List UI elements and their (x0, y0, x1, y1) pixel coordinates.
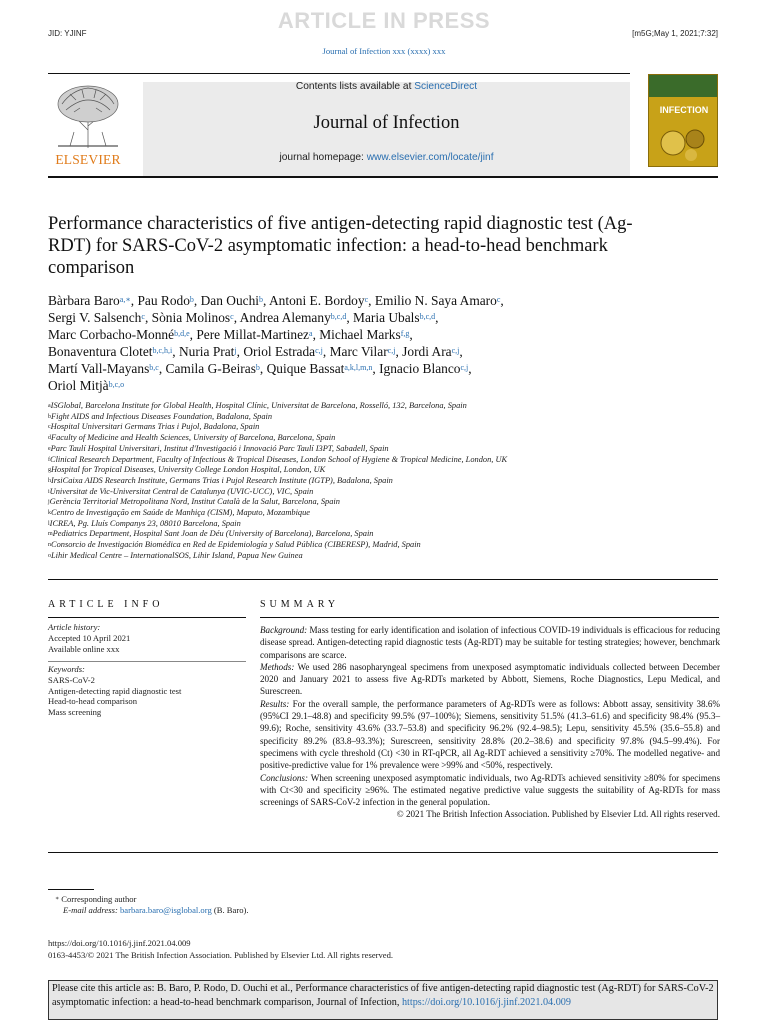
author-affiliation-marks[interactable]: b,d,e (174, 329, 190, 338)
keywords-block (48, 664, 246, 718)
affiliation-item (48, 455, 728, 466)
online-date: Available online xxx (48, 643, 120, 654)
cover-band (649, 75, 718, 97)
author-affiliation-marks[interactable]: b (255, 363, 260, 372)
article-history (48, 622, 246, 654)
article-meta: [m5G;May 1, 2021;7:32] (632, 29, 718, 38)
summary-heading: SUMMARY (260, 599, 340, 610)
citation-box (48, 980, 718, 1020)
section-divider (48, 579, 718, 580)
affiliation-text: Centro de Investigação em Saúde de Manhiça (CISM), Maputo, Mozambique (51, 508, 311, 518)
author-affiliation-marks[interactable]: c,j (387, 346, 396, 355)
author-name[interactable]: Pau Rodo (137, 293, 190, 308)
author-affiliation-marks[interactable]: j (234, 346, 237, 355)
email-note: E-mail address: barbara.baro@isglobal.org (B. Baro). (63, 904, 249, 915)
affiliation-item (48, 519, 728, 530)
author-list (48, 292, 728, 394)
author-affiliation-marks[interactable]: c (230, 312, 234, 321)
affiliation-text: Hospital Universitari Germans Trias i Pujol, Badalona, Spain (50, 422, 260, 432)
affiliation-mark: h (48, 477, 51, 484)
keyword: Head-to-head comparison (48, 696, 138, 707)
history-label: Article history: (48, 622, 101, 632)
author-line: Bonaventura Clotet$^{b,c,h,i}$, Nuria Prat$^j$, Oriol Estrada$^{c,j}$, Marc Vilar$^{c,j}$, Jordi Ara$^{c,j}$, (48, 344, 463, 359)
affiliation-mark: l (48, 520, 50, 527)
author-affiliation-marks[interactable]: a,k,l,m,n (344, 363, 373, 372)
abstract-text (260, 624, 720, 821)
author-affiliation-marks[interactable]: c,j (315, 346, 323, 355)
masthead-bottom-rule (48, 176, 718, 178)
footnote-block (55, 894, 655, 916)
abstract-conclusions: Conclusions: When screening unexposed asymptomatic individuals, two Ag-RDTs achieved sensitivity ≥80% for specimens with Ct<30 and specificity ≥96%. The estimated negative predictive value suggests the suitability of Ag-RDTs for mass screenings of SARS-CoV-2 infection in the general population. (260, 772, 720, 808)
summary-rule (260, 617, 719, 618)
abstract-methods: Methods: We used 286 nasopharyngeal specimens from unexposed asymptomatic individuals collected between December 2020 and January 2021 to assess five Ag-RDTs marketed by Abbott, Siemens, Roche Diagnostics, Lepu Medical, and Surescreen. (260, 661, 720, 697)
affiliation-text: Fight AIDS and Infectious Diseases Foundation, Badalona, Spain (51, 411, 273, 421)
author-name[interactable]: Michael Marks (319, 327, 401, 342)
abstract-background: Background: Mass testing for early identification and isolation of infectious COVID-19 individuals is efficacious for reducing disease spread. Antigen-detecting rapid diagnostic tests (Ag-RDT) may be suitable for testing strategies; however, benchmark comparisons are scarce. (260, 625, 721, 660)
author-name[interactable]: Sergi V. Salsench (48, 310, 142, 325)
affiliation-item (48, 476, 728, 487)
affiliation-item (48, 465, 728, 476)
affiliation-item (48, 487, 728, 498)
author-name[interactable]: Camila G-Beiras (165, 361, 256, 376)
author-name[interactable]: Pere Millat-Martinez (196, 327, 309, 342)
affiliation-item (48, 551, 728, 562)
author-name[interactable]: Oriol Mitjà (48, 378, 109, 393)
affiliation-mark: m (48, 531, 53, 538)
author-name[interactable]: Bàrbara Baro (48, 293, 120, 308)
keyword: SARS-CoV-2 (48, 674, 95, 685)
article-in-press-banner: ARTICLE IN PRESS (277, 8, 491, 33)
author-name[interactable]: Quique Bassat (266, 361, 345, 376)
abstract-copyright: © 2021 The British Infection Association. Published by Elsevier Ltd. All rights reserved. (396, 809, 720, 820)
journal-name: Journal of Infection (313, 113, 460, 133)
publisher-name: ELSEVIER (55, 152, 121, 167)
affiliation-mark: e (48, 445, 51, 452)
affiliation-mark: c (48, 424, 51, 431)
affiliation-item (48, 422, 728, 433)
affiliation-mark: b (48, 413, 51, 420)
keyword: Mass screening (48, 707, 102, 718)
author-name[interactable]: Sònia Molinos (151, 310, 231, 325)
author-affiliation-marks[interactable]: b (259, 295, 264, 304)
affiliation-text: Lihir Medical Centre – InternationalSOS, Lihir Island, Papua New Guinea (51, 550, 303, 560)
author-line: Marc Corbacho-Monné$^{b,d,e}$, Pere Millat-Martinez$^a$, Michael Marks$^{f,g}$, (48, 327, 413, 342)
contents-line: Contents lists available at ScienceDirect (295, 81, 478, 92)
author-affiliation-marks[interactable]: b,c,h,i (152, 346, 173, 355)
affiliation-text: IrsiCaixa AIDS Research Institute, Germans Trias i Pujol Research Institute (IGTP), Badalona, Spain (51, 475, 393, 485)
author-line: Bàrbara Baro$^{a,∗}$, Pau Rodo$^b$, Dan Ouchi$^b$, Antoni E. Bordoy$^c$, Emilio N. Saya Amaro$^c$, (48, 293, 504, 308)
author-name[interactable]: Andrea Alemany (239, 310, 331, 325)
tree-icon (48, 80, 128, 150)
keyword: Antigen-detecting rapid diagnostic test (48, 685, 182, 696)
homepage-line: journal homepage: www.elsevier.com/locate/jinf (279, 152, 494, 163)
keywords-label: Keywords: (48, 664, 85, 674)
affiliation-item (48, 529, 728, 540)
affiliation-item (48, 508, 728, 519)
footnote-rule (48, 889, 94, 890)
affiliation-mark: o (48, 552, 51, 559)
affiliation-text: Faculty of Medicine and Health Sciences, University of Barcelona, Barcelona, Spain (51, 433, 336, 443)
affiliation-item (48, 444, 728, 455)
affiliation-item (48, 433, 728, 444)
affiliation-mark: k (48, 510, 51, 517)
author-name[interactable]: Jordi Ara (402, 344, 452, 359)
affiliation-text: Clinical Research Department, Faculty of Infectious & Tropical Diseases, London School of Hygiene & Tropical Medicine, London, UK (50, 454, 508, 464)
author-line: Martí Vall-Mayans$^{b,c}$, Camila G-Beiras$^b$, Quique Bassat$^{a,k,l,m,n}$, Ignacio Blanco$^{c,j}$, (48, 361, 472, 376)
author-name[interactable]: Bonaventura Clotet (48, 344, 153, 359)
author-affiliation-marks[interactable]: c,j (460, 363, 469, 372)
accepted-date: Accepted 10 April 2021 (48, 632, 131, 643)
author-name[interactable]: Marc Corbacho-Monné (48, 327, 175, 342)
author-affiliation-marks[interactable]: c (496, 295, 501, 304)
author-line: Sergi V. Salsench$^c$, Sònia Molinos$^c$, Andrea Alemany$^{b,c,d}$, Maria Ubals$^{b,c,d}$, (48, 310, 439, 325)
email-link[interactable]: barbara.baro@isglobal.org (119, 904, 212, 915)
author-name[interactable]: Nuria Prat (178, 344, 235, 359)
affiliation-item (48, 497, 728, 508)
citation-doi-link[interactable]: https://doi.org/10.1016/j.jinf.2021.04.009 (401, 996, 571, 1008)
affiliation-text: Gerència Territorial Metropolitana Nord, Institut Català de la Salut, Barcelona, Spain (49, 497, 340, 507)
author-line (48, 377, 728, 394)
author-name[interactable]: Marc Vilar (329, 344, 388, 359)
affiliation-text: Consorcio de Investigación Biomédica en Red de Epidemiología y Salud Pública (CIBERESP), Madrid, Spain (51, 540, 421, 550)
affiliation-item (48, 540, 728, 551)
article-info-rule (48, 617, 246, 618)
author-name[interactable]: Maria Ubals (353, 310, 420, 325)
author-affiliation-marks[interactable]: b (189, 295, 194, 304)
cover-art-icon (655, 123, 713, 163)
affiliation-mark: f (48, 456, 50, 463)
author-affiliation-marks[interactable]: c (141, 312, 145, 321)
author-affiliation-marks[interactable]: c (364, 295, 369, 304)
affiliation-list (48, 401, 728, 562)
article-title: Performance characteristics of five antigen-detecting rapid diagnostic test (Ag-RDT) for SARS-CoV-2 asymptomatic infection: a head-to-head benchmark comparison (48, 214, 633, 278)
affiliation-text: Pediatrics Department, Hospital Sant Joan de Déu (University of Barcelona), Barcelona, Spain (52, 529, 374, 539)
affiliation-text: Parc Taulí Hospital Universitari, Institut d'Investigació i Innovació Parc Taulí I3PT, Sabadell, Spain (50, 443, 389, 453)
abstract-bottom-rule (48, 852, 718, 853)
author-name[interactable]: Oriol Estrada (243, 344, 316, 359)
author-name[interactable]: Emilio N. Saya Amaro (374, 293, 497, 308)
author-affiliation-marks[interactable]: b,c,o (108, 380, 125, 389)
affiliation-item (48, 401, 728, 412)
keywords-rule (48, 661, 246, 662)
affiliation-mark: j (48, 499, 50, 506)
author-affiliation-marks[interactable]: b,c,d (419, 312, 436, 321)
corresponding-author-note: ∗ Corresponding author (55, 894, 137, 904)
cover-title: INFECTION (659, 105, 709, 115)
doi-link[interactable]: https://doi.org/10.1016/j.jinf.2021.04.009 (48, 938, 191, 948)
affiliation-mark: n (48, 542, 51, 549)
author-name[interactable]: Antoni E. Bordoy (268, 293, 365, 308)
affiliation-text: Universitat de Vic-Universitat Central de Catalunya (UVIC-UCC), VIC, Spain (49, 486, 314, 496)
author-name[interactable]: Ignacio Blanco (379, 361, 461, 376)
affiliation-mark: g (48, 467, 51, 474)
author-affiliation-marks[interactable]: a,∗ (119, 295, 131, 304)
author-affiliation-marks[interactable]: a (309, 329, 313, 338)
author-affiliation-marks[interactable]: b,c,d (330, 312, 347, 321)
affiliation-mark: a (48, 403, 51, 409)
article-info-heading: ARTICLE INFO (48, 599, 164, 610)
author-name[interactable]: Dan Ouchi (200, 293, 260, 308)
affiliation-mark: i (48, 488, 50, 495)
author-affiliation-marks[interactable]: b,c (149, 363, 159, 372)
citation-text: Please cite this article as: B. Baro, P. Rodo, D. Ouchi et al., Performance characteristics of five antigen-detecting rapid diagnostic test (Ag-RDT) for SARS-CoV-2 asymptomatic infection: a head-to-head benchmark comparison, Journal of Infection, (52, 983, 714, 1008)
author-affiliation-marks[interactable]: f,g (400, 329, 410, 338)
abstract-results: Results: For the overall sample, the performance parameters of Ag-RDTs were as follows: Abbott assay, sensitivity 38.6% (95%CI 29.1–48.8) and specificity 99.5% (97–100%); Siemens, sensitivity 51.5% (41.3–61.6) and specificity 98.4% (95.3–99.6); Roche, sensitivity 43.6% (33.7–53.8) and specificity 96.2% (92.4–98.5); Lepu, sensitivity 45.5% (35.6–55.8) and specificity 89.2% (83.8–93.3%); Surescreen, sensitivity 28.8% (20.2–38.6) and specificity 97.8% (94.5–99.4%). For specimens with cycle threshold (Ct) <30 in RT-qPCR, all Ag-RDT achieved a sensitivity ≥70%. The modelled negative- and positive-predictive value for 1% prevalence were >99% and <50%, respectively. (260, 698, 721, 771)
issn-copyright: 0163-4453/© 2021 The British Infection Association. Published by Elsevier Ltd. All rights reserved. (48, 950, 394, 960)
author-affiliation-marks[interactable]: c,j (451, 346, 460, 355)
author-name[interactable]: Martí Vall-Mayans (48, 361, 150, 376)
journal-cover-thumbnail[interactable] (648, 74, 718, 167)
masthead-top-rule (48, 73, 630, 74)
journal-id: JID: YJINF (48, 29, 87, 38)
journal-reference-link[interactable]: Journal of Infection xxx (xxxx) xxx (322, 46, 446, 56)
affiliation-text: ICREA, Pg. Lluís Companys 23, 08010 Barcelona, Spain (49, 518, 241, 528)
affiliation-item (48, 412, 728, 423)
affiliation-text: ISGlobal, Barcelona Institute for Global Health, Hospital Clínic, Universitat de Barcelona, Rosselló, 132, Barcelona, Spain (50, 401, 467, 410)
affiliation-mark: d (48, 435, 51, 442)
elsevier-logo[interactable] (48, 80, 128, 170)
journal-homepage-link[interactable]: www.elsevier.com/locate/jinf (366, 152, 494, 163)
affiliation-text: Hospital for Tropical Diseases, University College London Hospital, London, UK (51, 465, 326, 475)
sciencedirect-link[interactable]: ScienceDirect (414, 81, 478, 92)
